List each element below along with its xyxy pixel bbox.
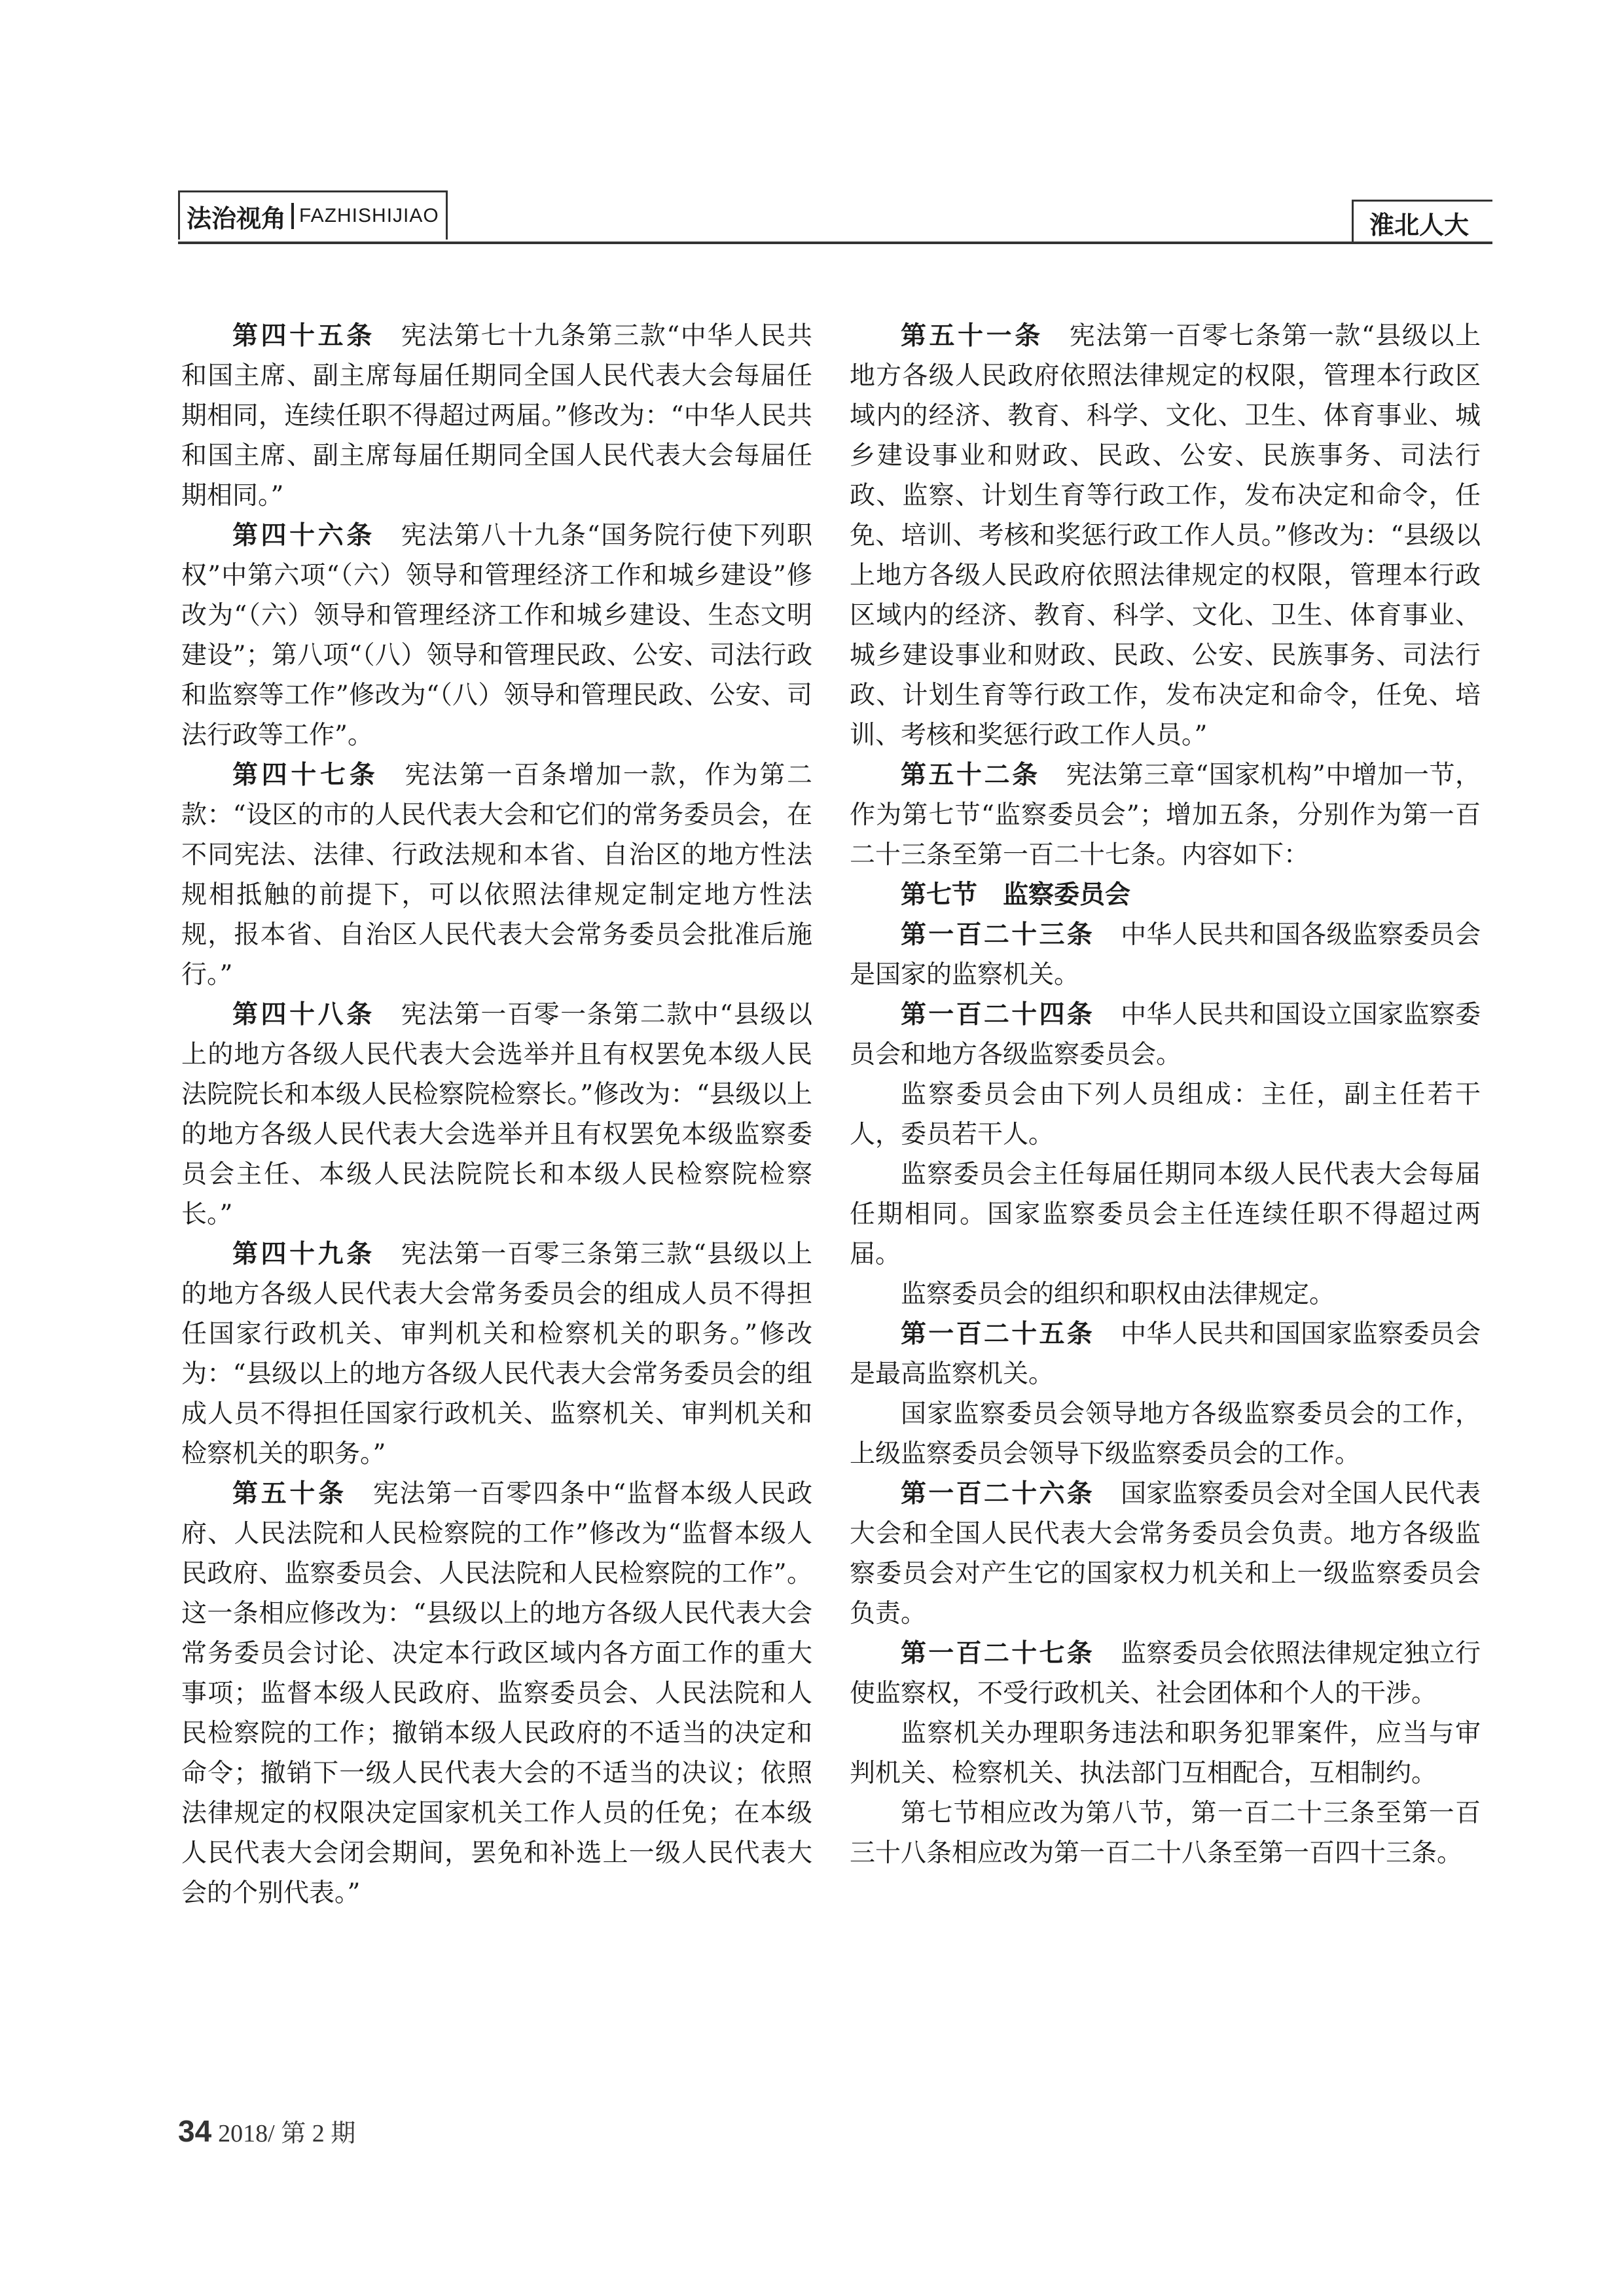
article-number: 第一百二十五条: [901, 1319, 1095, 1349]
paragraph: [850, 915, 1481, 995]
header-rule: [178, 242, 1492, 244]
paragraph: [850, 1474, 1481, 1634]
paragraph-text: 宪法第七十九条第三款“中华人民共和国主席、副主席每届任期同全国人民代表大会每届任期相同，连续任职不得超过两届。”修改为：“中华人民共和国主席、副主席每届任期同全国人民代表大会每届任期相同。”: [181, 321, 812, 511]
section-name: 法治视角: [187, 204, 287, 233]
article-number: 第四十五条: [232, 321, 375, 351]
paragraph: [850, 755, 1481, 875]
paragraph: [181, 1234, 812, 1474]
left-column: [181, 316, 812, 1913]
paragraph: [850, 1394, 1481, 1474]
paragraph-text: 宪法第一百条增加一款，作为第二款：“设区的市的人民代表大会和它们的常务委员会，在不同宪法、法律、行政法规和本省、自治区的地方性法规相抵触的前提下，可以依照法律规定制定地方性法规，报本省、自治区人民代表大会常务委员会批准后施行。”: [181, 761, 812, 990]
article-number: 第四十六条: [232, 521, 375, 550]
paragraph: [850, 995, 1481, 1075]
paragraph-text: 宪法第三章“国家机构”中增加一节，作为第七节“监察委员会”；增加五条，分别作为第一百二十三条至第一百二十七条。内容如下：: [850, 761, 1481, 870]
article-number: 第一百二十六条: [901, 1479, 1095, 1509]
article-number: 第五十一条: [901, 321, 1043, 351]
section-heading: 第七节 监察委员会: [901, 880, 1131, 910]
paragraph-text: 宪法第一百零七条第一款“县级以上地方各级人民政府依照法律规定的权限，管理本行政区域内的经济、教育、科学、文化、卫生、体育事业、城乡建设事业和财政、民政、公安、民族事务、司法行政、监察、计划生育等行政工作，发布决定和命令，任免、培训、考核和奖惩行政工作人员。”修改为：“县级以上地方各级人民政府依照法律规定的权限，管理本行政区域内的经济、教育、科学、文化、卫生、体育事业、城乡建设事业和财政、民政、公安、民族事务、司法行政、计划生育等行政工作，发布决定和命令，任免、培训、考核和奖惩行政工作人员。”: [850, 321, 1481, 750]
paragraph-text: 宪法第一百零四条中“监督本级人民政府、人民法院和人民检察院的工作”修改为“监督本级人民政府、监察委员会、人民法院和人民检察院的工作”。这一条相应修改为：“县级以上的地方各级人民代表大会常务委员会讨论、决定本行政区域内各方面工作的重大事项；监督本级人民政府、监察委员会、人民法院和人民检察院的工作；撤销本级人民政府的不适当的决定和命令；撤销下一级人民代表大会的不适当的决议；依照法律规定的权限决定国家机关工作人员的任免；在本级人民代表大会闭会期间，罢免和补选上一级人民代表大会的个别代表。”: [181, 1479, 812, 1908]
article-number: 第五十二条: [901, 761, 1040, 790]
section-name-pinyin: FAZHISHIJIAO: [299, 205, 439, 226]
paragraph: [181, 995, 812, 1234]
paragraph-text: 监察委员会依照法律规定独立行使监察权，不受行政机关、社会团体和个人的干涉。: [850, 1639, 1481, 1708]
brand-label: 淮北人大: [1352, 200, 1492, 243]
right-column: [850, 316, 1481, 1873]
article-number: 第五十条: [232, 1479, 347, 1509]
paragraph-text: 国家监察委员会领导地方各级监察委员会的工作，上级监察委员会领导下级监察委员会的工作。: [850, 1399, 1481, 1469]
article-number: 第一百二十三条: [901, 920, 1095, 950]
page-footer: [178, 2113, 355, 2149]
paragraph-text: 监察机关办理职务违法和职务犯罪案件，应当与审判机关、检察机关、执法部门互相配合，互相制约。: [850, 1719, 1481, 1788]
section-label: [178, 190, 448, 240]
paragraph: [850, 1314, 1481, 1394]
paragraph-text: 监察委员会由下列人员组成：主任，副主任若干人，委员若干人。: [850, 1080, 1481, 1149]
paragraph-text: 宪法第八十九条“国务院行使下列职权”中第六项“（六）领导和管理经济工作和城乡建设”修改为“（六）领导和管理经济工作和城乡建设、生态文明建设”；第八项“（八）领导和管理民政、公安、司法行政和监察等工作”修改为“（八）领导和管理民政、公安、司法行政等工作”。: [181, 521, 812, 750]
running-header: [178, 185, 1492, 244]
paragraph: [850, 1155, 1481, 1274]
paragraph: [181, 516, 812, 755]
paragraph-text: 国家监察委员会对全国人民代表大会和全国人民代表大会常务委员会负责。地方各级监察委员会对产生它的国家权力机关和上一级监察委员会负责。: [850, 1479, 1481, 1628]
paragraph-text: 宪法第一百零一条第二款中“县级以上的地方各级人民代表大会选举并且有权罢免本级人民法院院长和本级人民检察院检察长。”修改为：“县级以上的地方各级人民代表大会选举并且有权罢免本级监察委员会主任、本级人民法院院长和本级人民检察院检察长。”: [181, 1000, 812, 1229]
paragraph-text: 中华人民共和国国家监察委员会是最高监察机关。: [850, 1319, 1481, 1389]
paragraph: [850, 1075, 1481, 1155]
article-number: 第四十七条: [232, 761, 379, 790]
paragraph-text: 宪法第一百零三条第三款“县级以上的地方各级人民代表大会常务委员会的组成人员不得担任国家行政机关、审判机关和检察机关的职务。”修改为：“县级以上的地方各级人民代表大会常务委员会的组成人员不得担任国家行政机关、监察机关、审判机关和检察机关的职务。”: [181, 1240, 812, 1469]
paragraph-text: 监察委员会主任每届任期同本级人民代表大会每届任期相同。国家监察委员会主任连续任职不得超过两届。: [850, 1160, 1481, 1269]
paragraph: [850, 1634, 1481, 1713]
paragraph-text: 第七节相应改为第八节，第一百二十三条至第一百三十八条相应改为第一百二十八条至第一百四十三条。: [850, 1799, 1481, 1868]
page-number: 34: [178, 2114, 212, 2148]
paragraph: [850, 1793, 1481, 1873]
issue-label: 2018/ 第 2 期: [218, 2120, 356, 2147]
paragraph: [181, 1474, 812, 1913]
article-number: 第一百二十七条: [901, 1639, 1095, 1668]
paragraph: [850, 1713, 1481, 1793]
paragraph-text: 中华人民共和国各级监察委员会是国家的监察机关。: [850, 920, 1481, 990]
article-number: 第四十九条: [232, 1240, 375, 1269]
paragraph: [181, 316, 812, 516]
article-number: 第一百二十四条: [901, 1000, 1095, 1030]
paragraph: [850, 316, 1481, 755]
paragraph: [181, 755, 812, 995]
paragraph: [850, 1274, 1481, 1314]
paragraph-text: 中华人民共和国设立国家监察委员会和地方各级监察委员会。: [850, 1000, 1481, 1069]
article-number: 第四十八条: [232, 1000, 375, 1030]
paragraph-text: 监察委员会的组织和职权由法律规定。: [901, 1280, 1335, 1309]
section-divider: [291, 203, 294, 229]
